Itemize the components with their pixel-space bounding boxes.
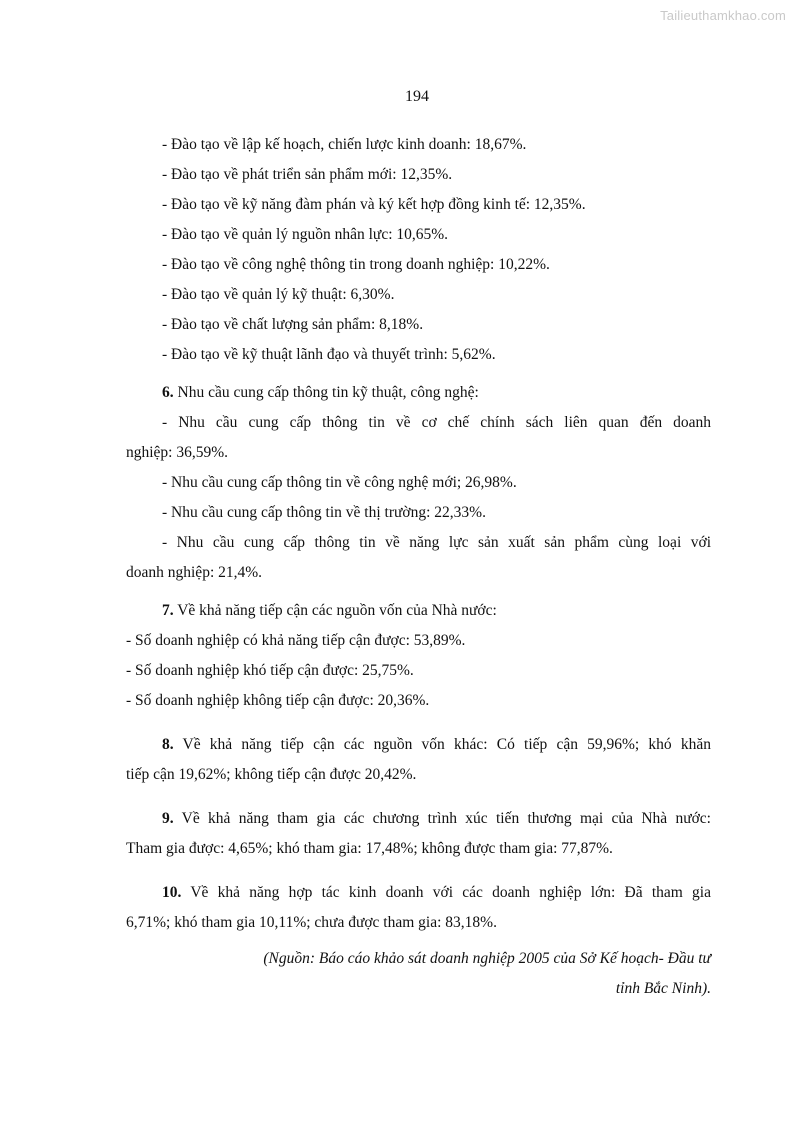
section-9-line: Tham gia được: 4,65%; khó tham gia: 17,48%; không được tham gia: 77,87%.	[126, 840, 613, 857]
training-item: - Đào tạo về quản lý kỹ thuật: 6,30%.	[162, 286, 395, 303]
source-line: (Nguồn: Báo cáo khảo sát doanh nghiệp 2005 của Sở Kế hoạch- Đầu tư	[263, 950, 711, 967]
page-number: 194	[405, 88, 429, 105]
section-6-item-line: - Nhu cầu cung cấp thông tin về cơ chế chính sách liên quan đến doanh	[162, 414, 711, 431]
section-7	[126, 596, 711, 716]
source-citation	[126, 944, 711, 1004]
section-text: Về khả năng tham gia các chương trình xúc tiến thương mại của Nhà nước:	[173, 810, 711, 827]
section-10	[126, 878, 711, 938]
section-text: Về khả năng hợp tác kinh doanh với các doanh nghiệp lớn: Đã tham gia	[181, 884, 711, 901]
source-line: tỉnh Bắc Ninh).	[615, 980, 711, 997]
section-7-item: - Số doanh nghiệp khó tiếp cận được: 25,75%.	[126, 662, 414, 679]
training-item: - Đào tạo về kỹ thuật lãnh đạo và thuyết trình: 5,62%.	[162, 346, 496, 363]
section-6-item-line: nghiệp: 36,59%.	[126, 444, 229, 461]
training-list	[126, 130, 711, 370]
section-number: 8.	[162, 736, 174, 753]
section-10-line	[126, 878, 711, 908]
section-8-line	[126, 730, 711, 760]
section-8	[126, 730, 711, 790]
training-item: - Đào tạo về phát triển sản phẩm mới: 12,35%.	[162, 166, 453, 183]
section-6	[126, 378, 711, 588]
section-6-item: - Nhu cầu cung cấp thông tin về công nghệ mới; 26,98%.	[162, 474, 517, 491]
section-6-item-line: - Nhu cầu cung cấp thông tin về năng lực sản xuất sản phẩm cùng loại với	[162, 534, 711, 551]
section-6-heading	[126, 378, 711, 408]
section-9	[126, 804, 711, 864]
section-7-item: - Số doanh nghiệp không tiếp cận được: 20,36%.	[126, 692, 430, 709]
training-item: - Đào tạo về lập kế hoạch, chiến lược kinh doanh: 18,67%.	[162, 136, 527, 153]
section-7-item: - Số doanh nghiệp có khả năng tiếp cận được: 53,89%.	[126, 632, 466, 649]
section-number: 6.	[162, 384, 174, 401]
section-8-line: tiếp cận 19,62%; không tiếp cận được 20,42%.	[126, 766, 417, 783]
training-item: - Đào tạo về kỹ năng đàm phán và ký kết hợp đồng kinh tế: 12,35%.	[162, 196, 586, 213]
section-number: 10.	[162, 884, 182, 901]
training-item: - Đào tạo về quản lý nguồn nhân lực: 10,65%.	[162, 226, 449, 243]
watermark: Tailieuthamkhao.com	[660, 8, 786, 23]
section-number: 7.	[162, 602, 174, 619]
section-10-line: 6,71%; khó tham gia 10,11%; chưa được tham gia: 83,18%.	[126, 914, 497, 931]
document-body	[126, 130, 711, 1004]
section-6-item-line: doanh nghiệp: 21,4%.	[126, 564, 263, 581]
section-title: Nhu cầu cung cấp thông tin kỹ thuật, công nghệ:	[173, 384, 479, 401]
section-6-item: - Nhu cầu cung cấp thông tin về thị trường: 22,33%.	[162, 504, 486, 521]
section-title: Về khả năng tiếp cận các nguồn vốn của Nhà nước:	[173, 602, 497, 619]
section-number: 9.	[162, 810, 174, 827]
section-7-heading	[126, 596, 711, 626]
section-text: Về khả năng tiếp cận các nguồn vốn khác: Có tiếp cận 59,96%; khó khăn	[173, 736, 711, 753]
training-item: - Đào tạo về chất lượng sản phẩm: 8,18%.	[162, 316, 424, 333]
section-9-line	[126, 804, 711, 834]
training-item: - Đào tạo về công nghệ thông tin trong doanh nghiệp: 10,22%.	[162, 256, 550, 273]
